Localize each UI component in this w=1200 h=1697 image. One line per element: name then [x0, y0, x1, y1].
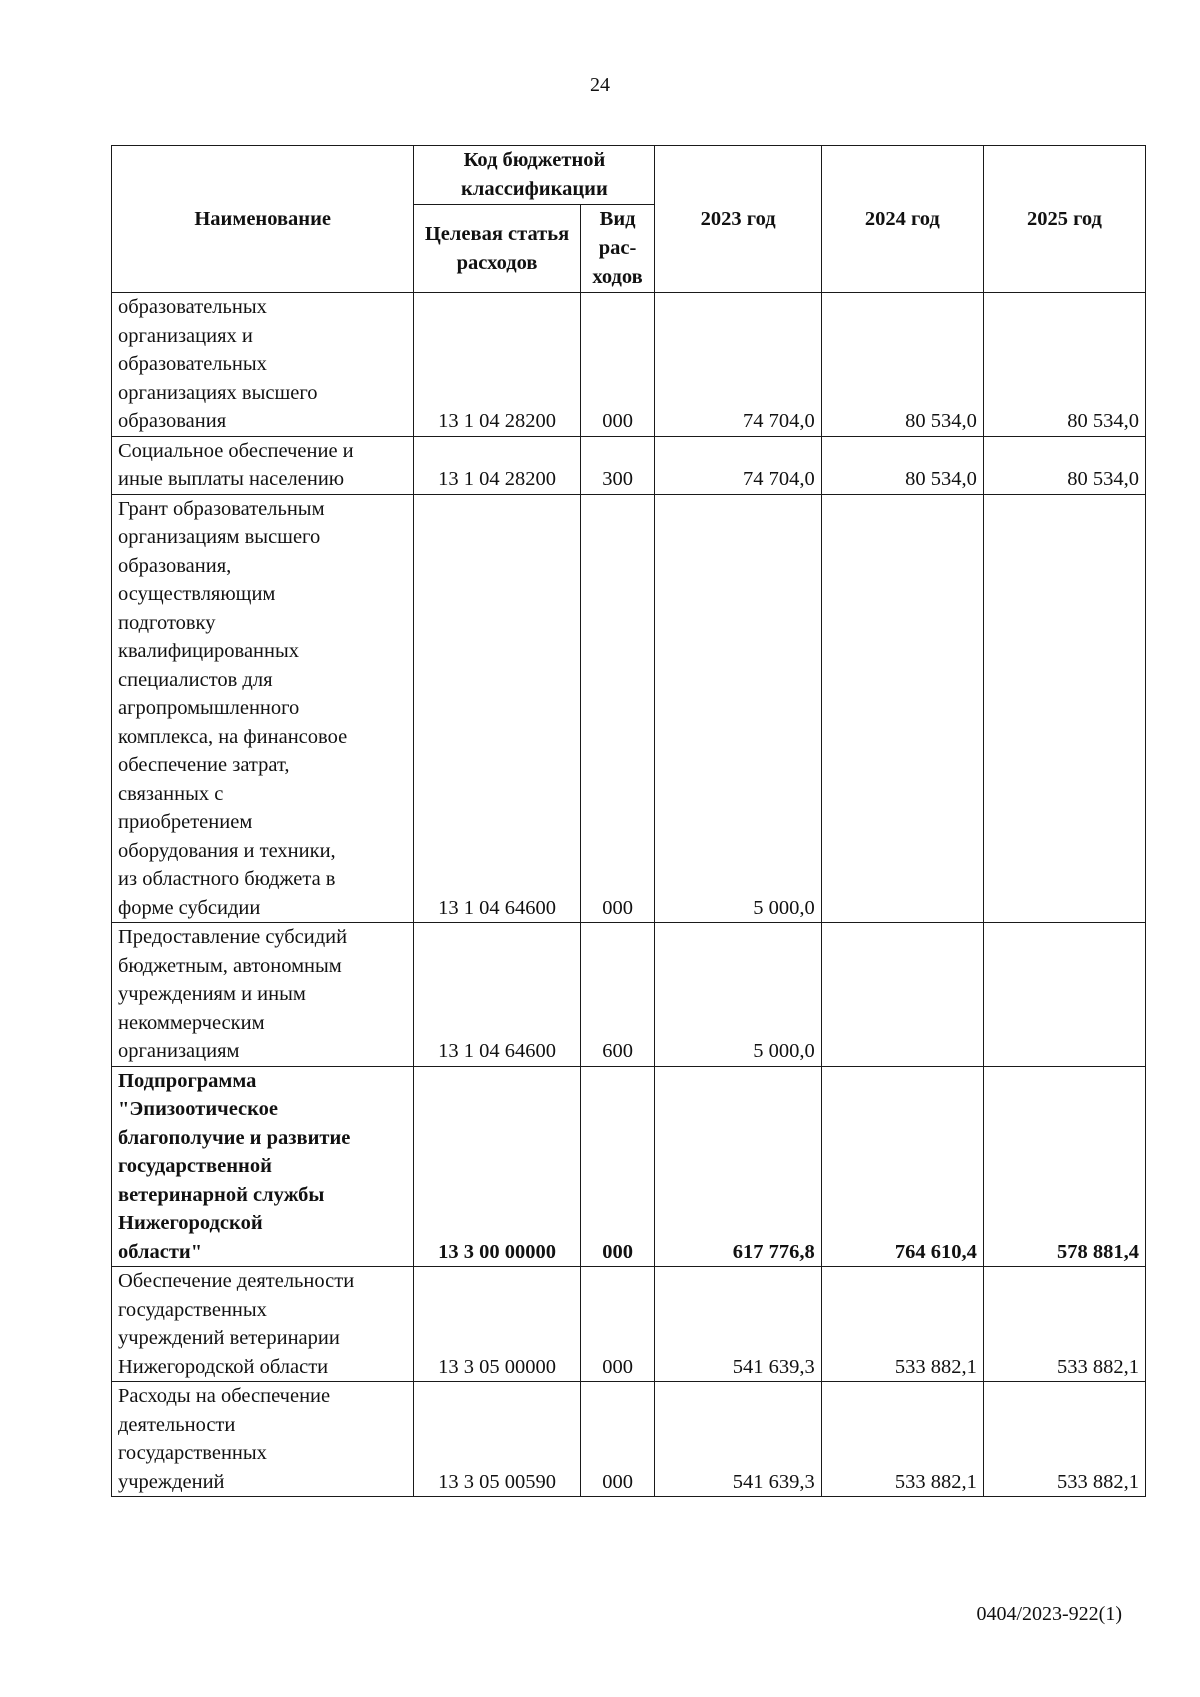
row-value-2025 [983, 494, 1145, 923]
row-target-article: 13 3 05 00000 [414, 1267, 580, 1382]
row-value-2024 [821, 494, 983, 923]
header-budget-code: Код бюджетной классификации [414, 146, 655, 205]
row-value-2025: 80 534,0 [983, 436, 1145, 494]
table-header [112, 146, 1146, 293]
row-name: Подпрограмма "Эпизоотическое благополучие и развитие государственной ветеринарной службы Нижегородской области" [112, 1066, 414, 1267]
row-value-2025: 578 881,4 [983, 1066, 1145, 1267]
row-expense-kind: 000 [580, 1267, 655, 1382]
row-name: Предоставление субсидий бюджетным, автономным учреждениям и иным некоммерческим организациям [112, 923, 414, 1067]
row-target-article: 13 1 04 64600 [414, 494, 580, 923]
row-target-article: 13 3 05 00590 [414, 1382, 580, 1497]
table-row [112, 923, 1146, 1067]
row-value-2024: 764 610,4 [821, 1066, 983, 1267]
row-value-2023: 5 000,0 [655, 923, 821, 1067]
row-target-article: 13 1 04 64600 [414, 923, 580, 1067]
row-target-article: 13 1 04 28200 [414, 436, 580, 494]
table-row [112, 494, 1146, 923]
row-value-2023: 74 704,0 [655, 436, 821, 494]
document-number: 0404/2023-922(1) [976, 1603, 1122, 1625]
row-name: Расходы на обеспечение деятельности государственных учреждений [112, 1382, 414, 1497]
row-value-2025: 533 882,1 [983, 1267, 1145, 1382]
page-number: 24 [590, 74, 610, 96]
row-value-2024: 80 534,0 [821, 293, 983, 437]
header-year-2025: 2025 год [983, 146, 1145, 293]
row-expense-kind: 600 [580, 923, 655, 1067]
table-row [112, 436, 1146, 494]
row-value-2025: 533 882,1 [983, 1382, 1145, 1497]
row-name: Обеспечение деятельности государственных учреждений ветеринарии Нижегородской области [112, 1267, 414, 1382]
row-value-2023: 5 000,0 [655, 494, 821, 923]
table-row [112, 293, 1146, 437]
row-expense-kind: 000 [580, 1382, 655, 1497]
row-value-2025 [983, 923, 1145, 1067]
row-value-2024: 533 882,1 [821, 1267, 983, 1382]
header-expense-kind: Вид рас- ходов [580, 205, 655, 293]
row-value-2024: 533 882,1 [821, 1382, 983, 1497]
row-target-article: 13 3 00 00000 [414, 1066, 580, 1267]
row-expense-kind: 000 [580, 1066, 655, 1267]
row-value-2023: 541 639,3 [655, 1267, 821, 1382]
row-value-2023: 74 704,0 [655, 293, 821, 437]
row-value-2023: 617 776,8 [655, 1066, 821, 1267]
row-expense-kind: 000 [580, 494, 655, 923]
row-expense-kind: 000 [580, 293, 655, 437]
row-value-2025: 80 534,0 [983, 293, 1145, 437]
header-target-article: Целевая статья расходов [414, 205, 580, 293]
header-year-2024: 2024 год [821, 146, 983, 293]
row-name: образовательных организациях и образовательных организациях высшего образования [112, 293, 414, 437]
table-row [112, 1267, 1146, 1382]
row-value-2024: 80 534,0 [821, 436, 983, 494]
row-expense-kind: 300 [580, 436, 655, 494]
table-row [112, 1382, 1146, 1497]
table-row-subprogram [112, 1066, 1146, 1267]
header-name: Наименование [112, 146, 414, 293]
row-value-2023: 541 639,3 [655, 1382, 821, 1497]
header-year-2023: 2023 год [655, 146, 821, 293]
row-value-2024 [821, 923, 983, 1067]
row-name: Грант образовательным организациям высшего образования, осуществляющим подготовку квалифицированных специалистов для агропромышленного комплекса, на финансовое обеспечение затрат, связанных с приобретением оборудования и техники, из областного бюджета в форме субсидии [112, 494, 414, 923]
row-target-article: 13 1 04 28200 [414, 293, 580, 437]
budget-table [111, 145, 1146, 1497]
row-name: Социальное обеспечение и иные выплаты населению [112, 436, 414, 494]
table-body [112, 293, 1146, 1497]
